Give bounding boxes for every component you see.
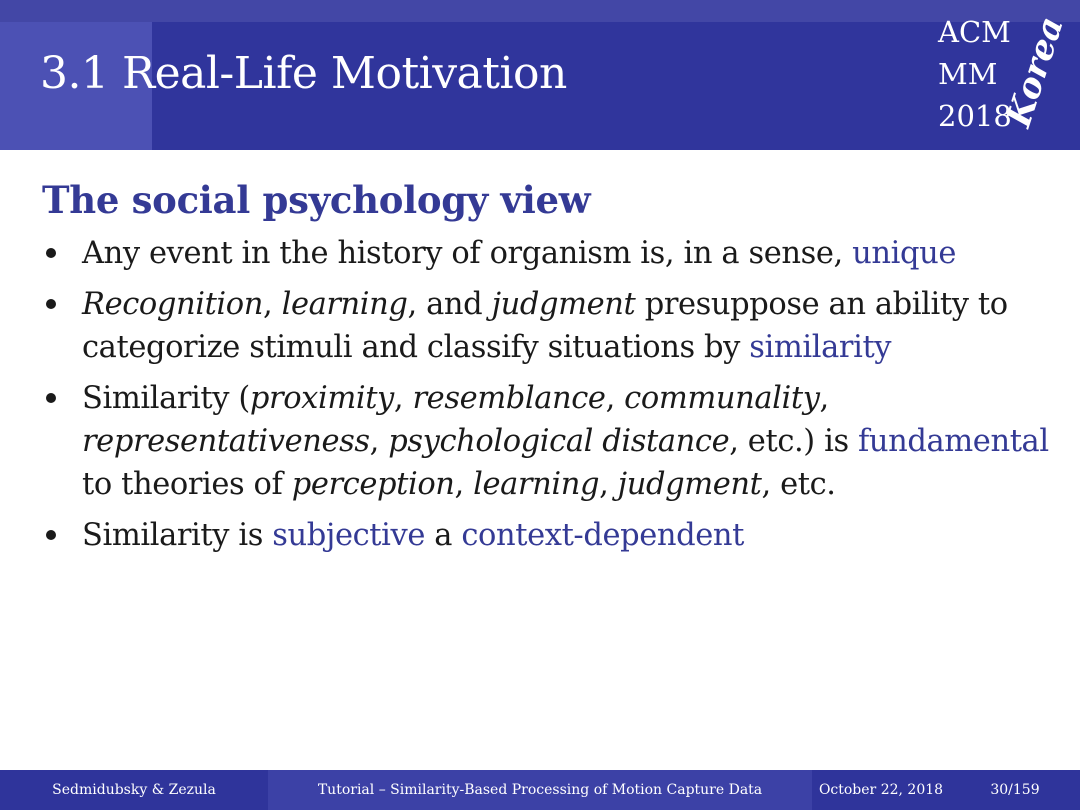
bullet-dot-icon [46,299,56,309]
conference-logo-line-mm: MM [938,57,998,91]
emphasized-term: Recognition [82,287,263,322]
bullet-text: , [599,467,618,502]
emphasized-term: proximity [249,381,394,416]
bullet-text: Any event in the history of organism is, in a sense, [82,236,853,271]
header-top-band [0,0,1080,22]
bullet-dot-icon [46,393,56,403]
bullet-text: , and [407,287,492,322]
emphasized-term: judgment [617,467,762,502]
emphasized-term: judgment [491,287,636,322]
highlighted-term: similarity [749,330,892,365]
emphasized-term: perception [291,467,455,502]
bullet-list [40,232,1050,565]
bullet-text: , etc.) is [729,424,858,459]
bullet-item [40,232,1050,275]
bullet-item [40,514,1050,557]
bullet-dot-icon [46,530,56,540]
bullet-text: to theories of [82,467,292,502]
bullet-text: Similarity ( [82,381,250,416]
emphasized-term: learning [473,467,600,502]
highlighted-term: unique [852,236,956,271]
conference-logo [938,12,1072,136]
bullet-text: a [425,518,462,553]
conference-logo-script [998,12,1072,132]
bullet-text: , [393,381,413,416]
emphasized-term: communality [624,381,820,416]
bullet-text: Similarity is [82,518,273,553]
slide-title: 3.1 Real-Life Motivation [40,48,567,99]
bullet-text: , [819,381,829,416]
conference-logo-script-text: Korea [998,12,1072,132]
emphasized-term: representativeness [82,424,370,459]
bullet-text: , etc. [761,467,836,502]
conference-logo-line-acm: ACM [938,15,1011,49]
slide-content [0,150,1080,770]
bullet-text: presuppose an ability to categorize stimuli and classify situations by [82,287,1008,365]
highlighted-term: context-dependent [461,518,744,553]
footer-talk-title: Tutorial – Similarity-Based Processing of Motion Capture Data [268,770,812,810]
slide-footer [0,770,1080,810]
bullet-item [40,283,1050,369]
footer-date: October 22, 2018 [812,770,950,810]
emphasized-term: psychological distance [388,424,730,459]
emphasized-term: resemblance [412,381,606,416]
highlighted-term: fundamental [858,424,1049,459]
highlighted-term: subjective [272,518,425,553]
bullet-text: , [369,424,389,459]
slide-header [0,0,1080,150]
bullet-item [40,377,1050,506]
bullet-text: , [454,467,474,502]
bullet-text: , [605,381,625,416]
conference-logo-line-year: 2018 [938,99,1012,133]
bullet-text: , [263,287,282,322]
bullet-dot-icon [46,248,56,258]
section-heading: The social psychology view [42,178,591,222]
footer-page-number: 30/159 [950,770,1080,810]
emphasized-term: learning [281,287,408,322]
footer-authors: Sedmidubsky & Zezula [0,770,268,810]
